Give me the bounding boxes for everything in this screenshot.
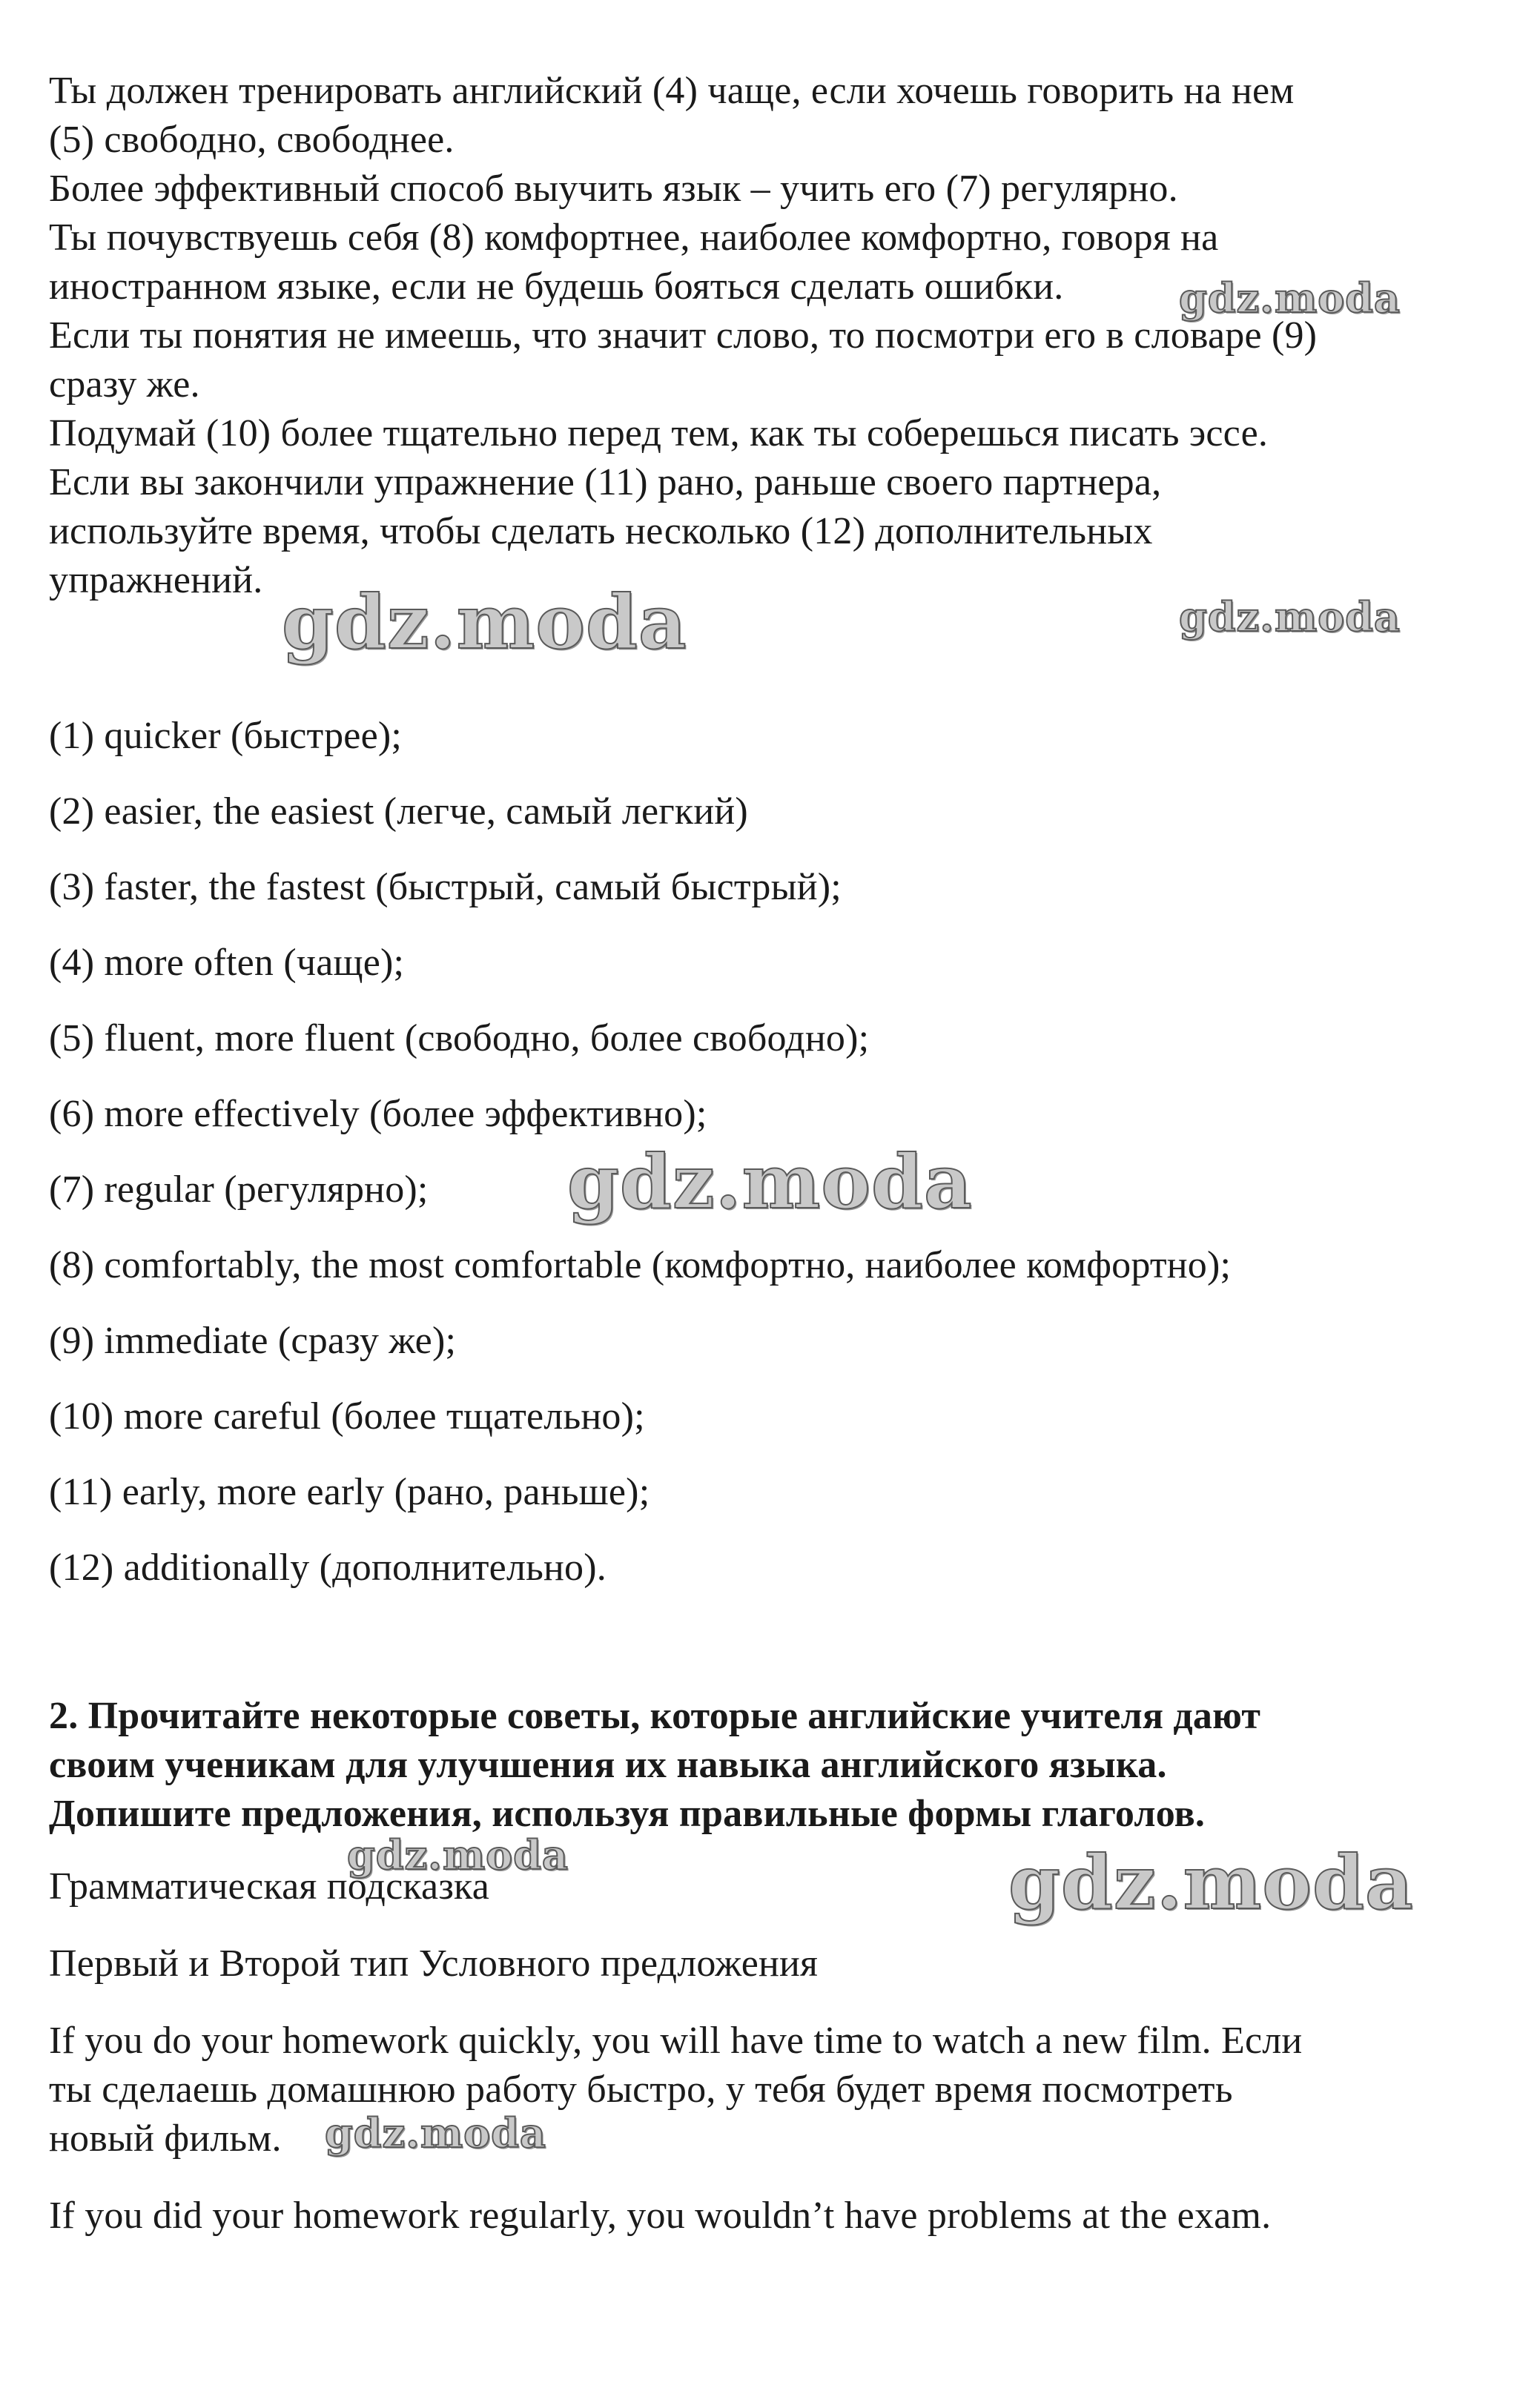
intro-line: иностранном языке, если не будешь бояться сделать ошибки. xyxy=(49,265,1064,308)
answer-item: (2) easier, the easiest (легче, самый легкий) xyxy=(49,790,748,833)
intro-line: (5) свободно, свободнее. xyxy=(49,119,455,161)
intro-line: Подумай (10) более тщательно перед тем, как ты соберешься писать эссе. xyxy=(49,412,1269,454)
answer-item: (5) fluent, more fluent (свободно, более свободно); xyxy=(49,1017,870,1059)
answer-item: (7) regular (регулярно); xyxy=(49,1168,429,1211)
grammar-hint: Грамматическая подсказка xyxy=(49,1865,490,1908)
watermark: gdz.moda xyxy=(1179,274,1401,322)
watermark: gdz.moda xyxy=(567,1138,973,1226)
example-line: If you do your homework quickly, you will have time to watch a new film. Если xyxy=(49,2020,1303,2062)
intro-line: Если ты понятия не имеешь, что значит слово, то посмотри его в словаре (9) xyxy=(49,314,1318,357)
answer-item: (11) early, more early (рано, раньше); xyxy=(49,1471,650,1513)
example-line: If you did your homework regularly, you wouldn’t have problems at the exam. xyxy=(49,2195,1272,2237)
intro-line: упражнений. xyxy=(49,559,263,601)
conditional-types: Первый и Второй тип Условного предложения xyxy=(49,1942,819,1985)
watermark: gdz.moda xyxy=(282,578,687,666)
answer-item: (1) quicker (быстрее); xyxy=(49,715,403,757)
example-line: ты сделаешь домашнюю работу быстро, у тебя будет время посмотреть xyxy=(49,2068,1233,2111)
intro-line: Ты почувствуешь себя (8) комфортнее, наиболее комфортно, говоря на xyxy=(49,216,1219,259)
watermark: gdz.moda xyxy=(347,1831,569,1879)
example-line: новый фильм. xyxy=(49,2117,282,2160)
intro-line: Если вы закончили упражнение (11) рано, раньше своего партнера, xyxy=(49,461,1162,503)
answer-item: (10) more careful (более тщательно); xyxy=(49,1395,645,1438)
answer-item: (9) immediate (сразу же); xyxy=(49,1320,457,1362)
answer-item: (8) comfortably, the most comfortable (комфортно, наиболее комфортно); xyxy=(49,1244,1232,1286)
answer-item: (6) more effectively (более эффективно); xyxy=(49,1093,707,1135)
intro-line: сразу же. xyxy=(49,363,200,406)
intro-line: используйте время, чтобы сделать несколько (12) дополнительных xyxy=(49,510,1153,552)
task-heading-line: 2. Прочитайте некоторые советы, которые английские учителя дают xyxy=(49,1695,1261,1737)
intro-line: Ты должен тренировать английский (4) чаще, если хочешь говорить на нем xyxy=(49,70,1295,112)
watermark: gdz.moda xyxy=(325,2109,546,2157)
watermark: gdz.moda xyxy=(1008,1839,1414,1926)
answer-item: (4) more often (чаще); xyxy=(49,942,405,984)
answer-item: (12) additionally (дополнительно). xyxy=(49,1547,607,1589)
watermark: gdz.moda xyxy=(1179,593,1401,641)
intro-line: Более эффективный способ выучить язык – учить его (7) регулярно. xyxy=(49,168,1178,210)
task-heading-line: Допишите предложения, используя правильные формы глаголов. xyxy=(49,1793,1206,1835)
task-heading-line: своим ученикам для улучшения их навыка английского языка. xyxy=(49,1744,1167,1786)
answer-item: (3) faster, the fastest (быстрый, самый быстрый); xyxy=(49,866,842,908)
